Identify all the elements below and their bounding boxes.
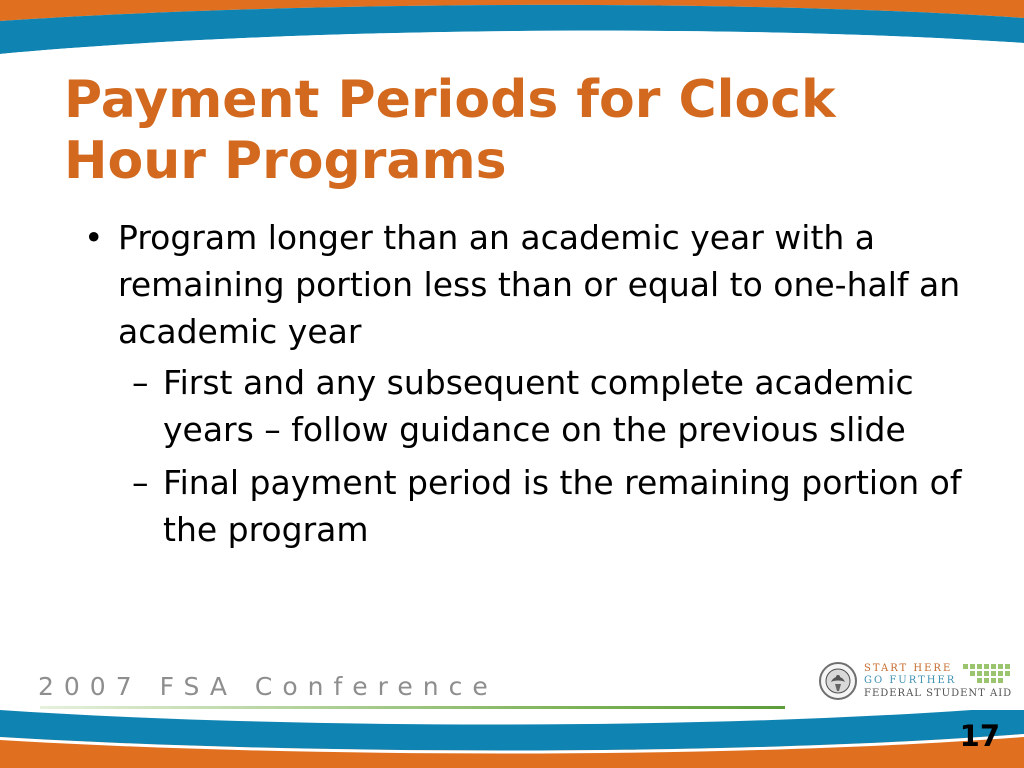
sub-bullet xyxy=(120,359,964,453)
logo-tagline-go-further: GO FURTHER xyxy=(864,675,957,686)
top-decorative-band xyxy=(0,0,1024,64)
bottom-decorative-band xyxy=(0,710,1024,768)
sub-bullet-text: Final payment period is the remaining portion of the program xyxy=(163,463,962,549)
logo-tagline-federal-student-aid: FEDERAL STUDENT AID xyxy=(864,688,1013,699)
footer-rule xyxy=(40,706,785,709)
logo-dots-icon xyxy=(961,662,1016,685)
sub-bullet-text: First and any subsequent complete academic years – follow guidance on the previous slide xyxy=(163,363,914,449)
sub-bullet-list xyxy=(84,359,964,553)
main-bullet xyxy=(84,214,964,355)
department-seal-icon xyxy=(818,661,858,701)
slide-body xyxy=(84,214,964,559)
sub-bullet xyxy=(120,459,964,553)
bullet-marker: • xyxy=(84,218,104,257)
slide-title: Payment Periods for Clock Hour Programs xyxy=(64,70,836,191)
sub-bullet-marker: – xyxy=(132,363,149,402)
conference-label: 2007 FSA Conference xyxy=(38,672,498,701)
main-bullet-text: Program longer than an academic year with a remaining portion less than or equal to one-half an academic year xyxy=(118,218,961,351)
slide-number: 17 xyxy=(959,719,1000,753)
sub-bullet-marker: – xyxy=(132,463,149,502)
federal-student-aid-logo xyxy=(816,660,1016,708)
logo-tagline-start-here: START HERE xyxy=(864,663,953,674)
